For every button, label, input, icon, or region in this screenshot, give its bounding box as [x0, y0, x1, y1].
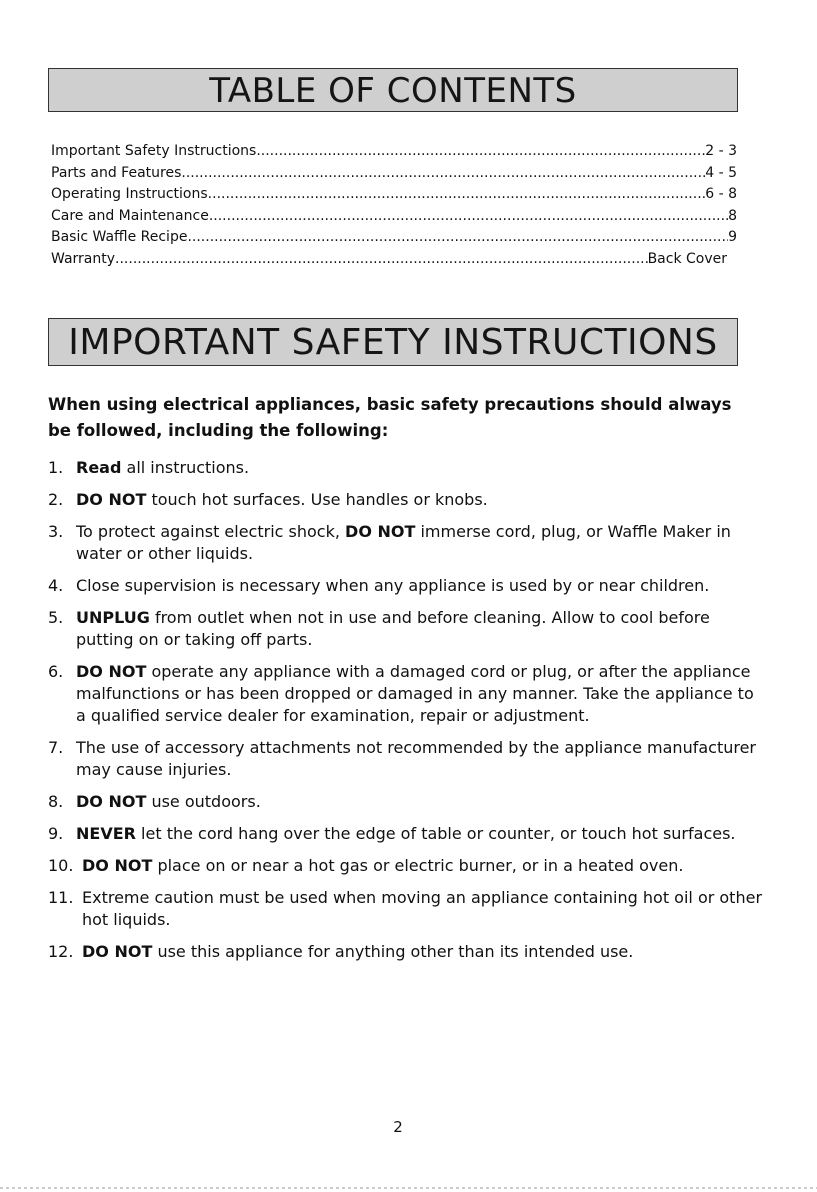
safety-instructions-list	[48, 457, 768, 973]
item-text: all instructions.	[121, 458, 250, 477]
toc-leader	[209, 208, 728, 224]
page-edge-divider	[0, 1184, 817, 1192]
toc-entry	[51, 229, 737, 251]
list-item	[48, 489, 768, 511]
item-keyword: DO NOT	[76, 662, 147, 681]
item-text: Close supervision is necessary when any appliance is used by or near children.	[76, 576, 710, 595]
item-text: use outdoors.	[146, 792, 261, 811]
item-keyword: UNPLUG	[76, 608, 150, 627]
toc-entry-page: 9	[728, 229, 737, 245]
toc-entry	[51, 165, 737, 187]
list-item	[48, 457, 768, 479]
toc-entry	[51, 186, 737, 208]
item-number: 6.	[48, 662, 64, 681]
toc-leader	[256, 143, 705, 159]
toc-entry	[51, 251, 737, 273]
toc-entry-title: Parts and Features	[51, 164, 182, 181]
item-keyword: DO NOT	[82, 856, 153, 875]
safety-intro: When using electrical appliances, basic safety precautions should always be followed, including the following:	[48, 395, 732, 440]
item-number: 8.	[48, 792, 64, 811]
item-number: 11.	[48, 888, 74, 907]
toc-entry-title: Important Safety Instructions	[51, 143, 257, 159]
table-of-contents	[51, 143, 737, 272]
item-keyword: DO NOT	[345, 522, 416, 541]
item-text: place on or near a hot gas or electric burner, or in a heated oven.	[152, 856, 684, 875]
toc-entry	[51, 208, 737, 230]
item-text-prefix: To protect against electric shock,	[76, 522, 346, 541]
item-text: immerse cord, plug, or Waffle Maker in water or other liquids.	[76, 522, 731, 563]
item-number: 9.	[48, 824, 64, 843]
item-number: 5.	[48, 608, 64, 627]
list-item	[48, 575, 768, 597]
toc-leader	[181, 165, 705, 181]
item-number: 2.	[48, 490, 64, 509]
toc-leader	[187, 229, 728, 245]
list-item	[48, 887, 768, 931]
list-item	[48, 823, 768, 845]
list-item	[48, 737, 768, 781]
item-number: 3.	[48, 522, 64, 541]
safety-heading: IMPORTANT SAFETY INSTRUCTIONS	[48, 318, 738, 366]
item-text: The use of accessory attachments not recommended by the appliance manufacturer may cause injuries.	[76, 738, 756, 779]
toc-entry-title: Operating Instructions	[51, 186, 208, 202]
list-item	[48, 521, 768, 565]
toc-entry-page: 8	[728, 207, 737, 224]
list-item	[48, 661, 768, 727]
list-item	[48, 855, 768, 877]
item-keyword: DO NOT	[82, 942, 153, 961]
item-number: 7.	[48, 738, 64, 757]
toc-entry-page: Back Cover	[647, 250, 727, 267]
item-text: operate any appliance with a damaged cord or plug, or after the appliance malfunctions or has been dropped or damaged in any manner. Take the appliance to a qualified service dealer for examination, repair or adjustment.	[76, 662, 754, 725]
toc-entry-page: 2 - 3	[705, 143, 737, 159]
list-item	[48, 607, 768, 651]
item-text: from outlet when not in use and before cleaning. Allow to cool before putting on or taking off parts.	[76, 608, 710, 649]
item-text: let the cord hang over the edge of table or counter, or touch hot surfaces.	[135, 824, 736, 843]
toc-leader	[208, 186, 706, 202]
toc-entry-title: Care and Maintenance	[51, 207, 209, 224]
item-number: 1.	[48, 458, 64, 477]
item-number: 4.	[48, 576, 64, 595]
item-text: touch hot surfaces. Use handles or knobs.	[146, 490, 488, 509]
toc-entry-title: Warranty	[51, 250, 116, 267]
item-text: use this appliance for anything other than its intended use.	[152, 942, 634, 961]
page-number: 2	[393, 1118, 403, 1136]
toc-leader	[115, 251, 648, 267]
item-number: 12.	[48, 942, 74, 961]
toc-entry-page: 4 - 5	[705, 164, 737, 181]
item-keyword: DO NOT	[76, 792, 147, 811]
toc-heading: TABLE OF CONTENTS	[48, 68, 738, 112]
toc-entry-page: 6 - 8	[705, 186, 737, 202]
item-keyword: Read	[76, 458, 122, 477]
item-keyword: DO NOT	[76, 490, 147, 509]
toc-entry-title: Basic Waffle Recipe	[51, 229, 188, 245]
item-number: 10.	[48, 856, 74, 875]
toc-entry	[51, 143, 737, 165]
list-item	[48, 941, 768, 963]
item-text: Extreme caution must be used when moving an appliance containing hot oil or other hot liquids.	[82, 888, 763, 929]
list-item	[48, 791, 768, 813]
item-keyword: NEVER	[76, 824, 136, 843]
